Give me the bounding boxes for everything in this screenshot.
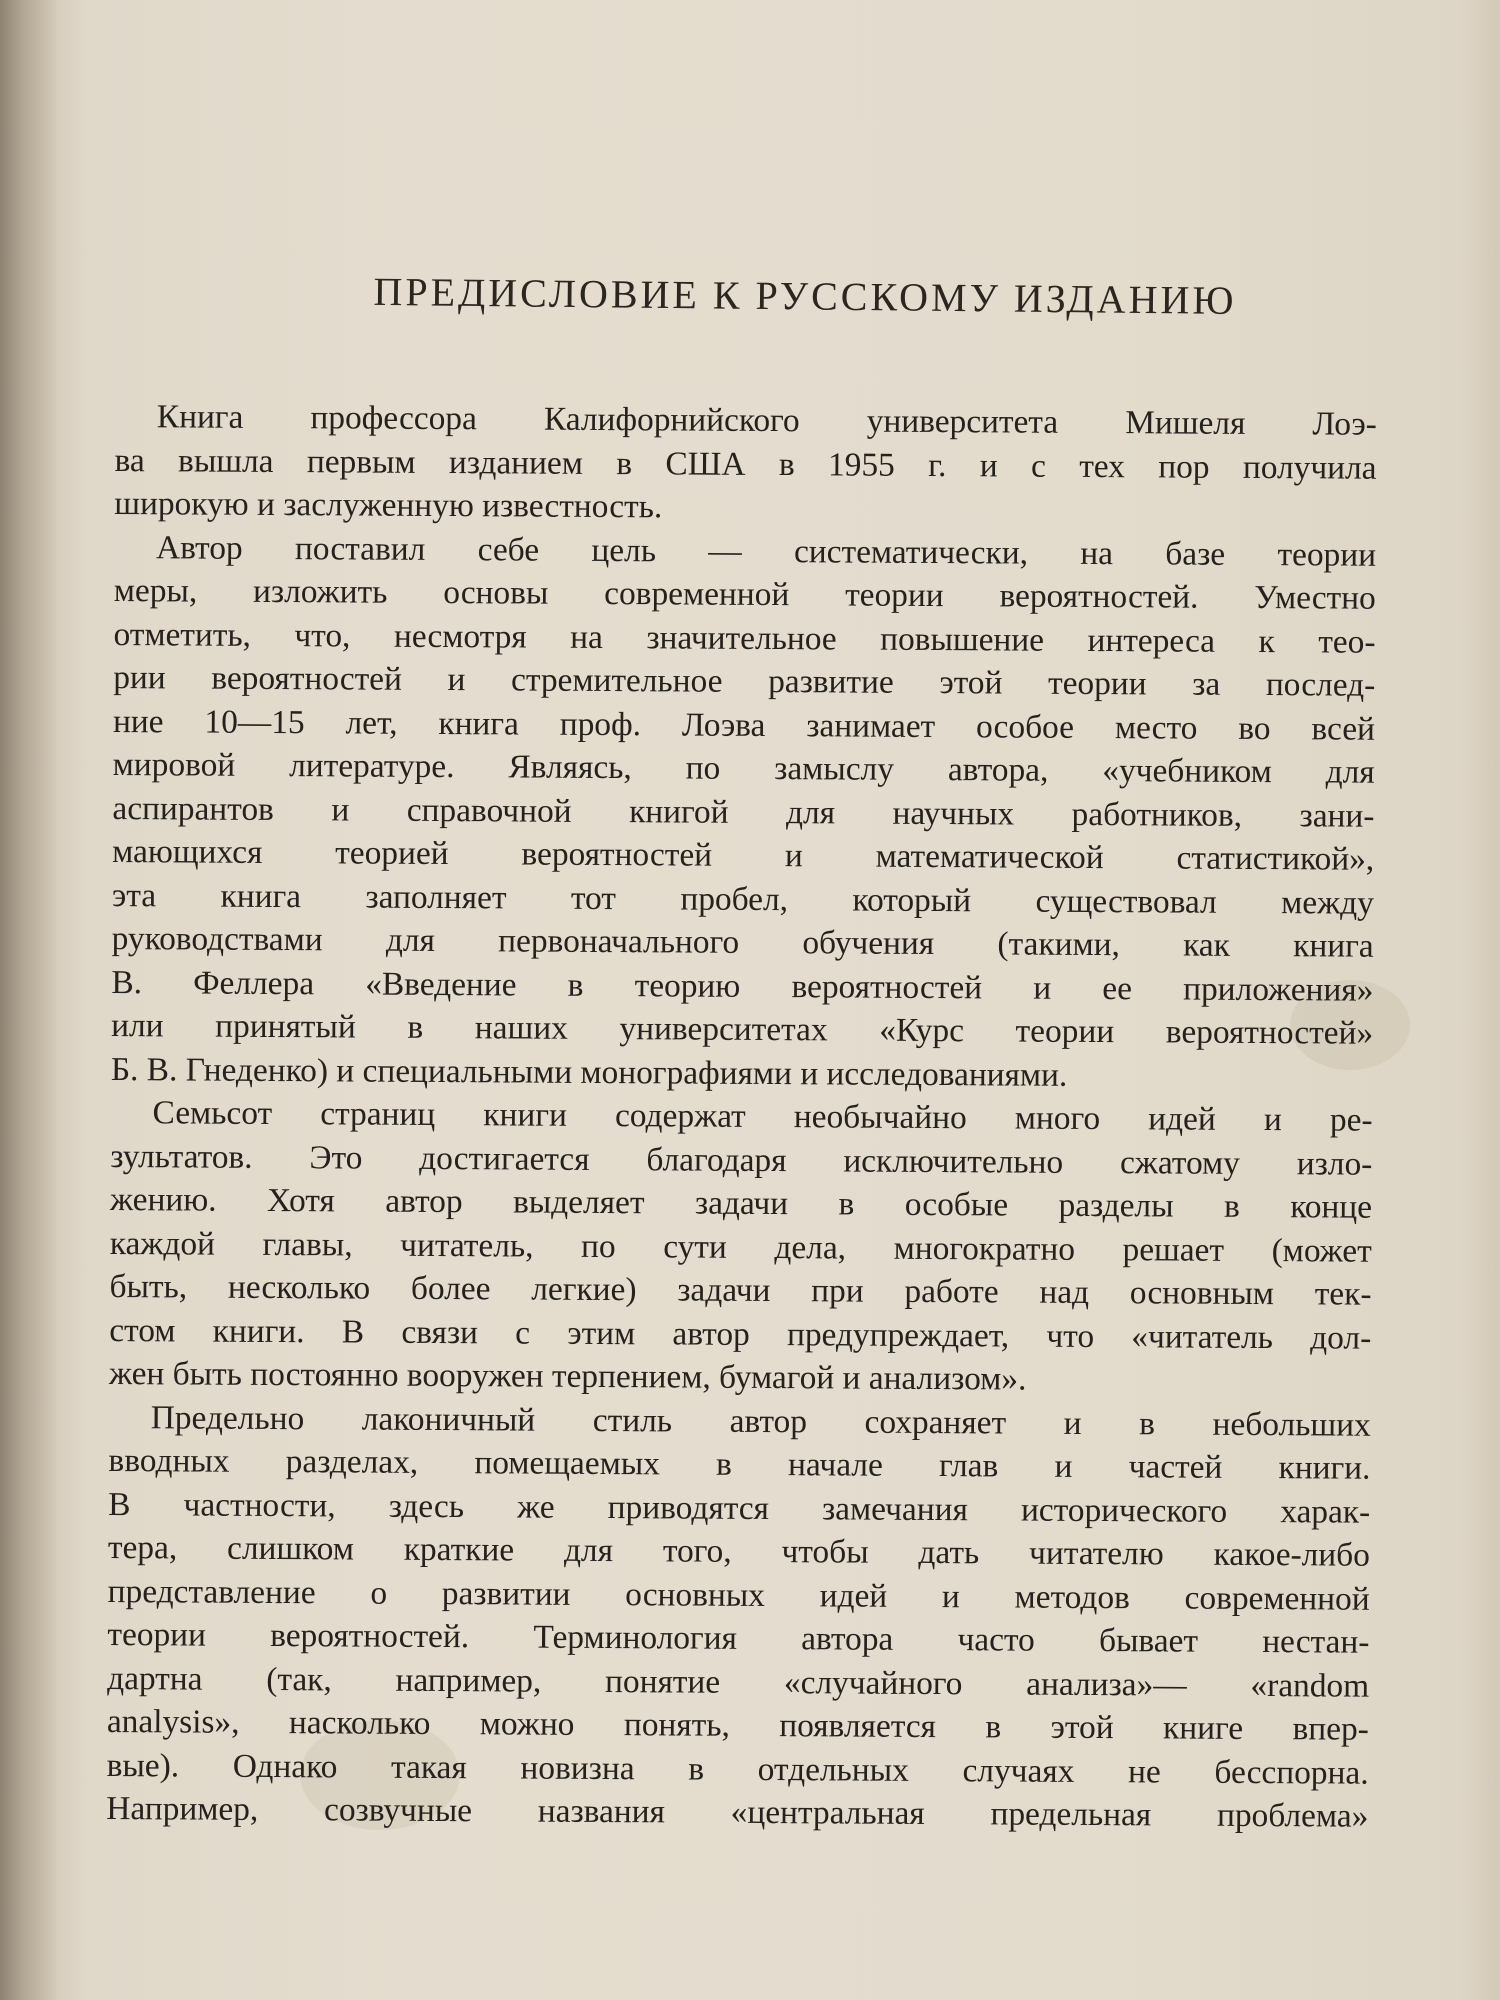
page-title: ПРЕДИСЛОВИЕ К РУССКОМУ ИЗДАНИЮ <box>373 268 1237 323</box>
text-line: вводных разделах, помещаемых в начале глав и частей книги. <box>108 1441 1371 1487</box>
book-gutter <box>0 0 58 2000</box>
text-line: или принятый в наших университетах «Курс теории вероятностей» <box>111 1006 1374 1052</box>
text-line: стом книги. В связи с этим автор предупреждает, что «читатель дол- <box>109 1311 1372 1357</box>
body-text <box>106 395 1377 1838</box>
text-line: широкую и заслуженную известность. <box>114 484 663 526</box>
text-line: жению. Хотя автор выделяет задачи в особые разделы в конце <box>109 1180 1373 1226</box>
text-line: Автор поставил себе цель — систематически, на базе теории <box>155 528 1377 574</box>
text-line: В. Феллера «Введение в теорию вероятностей и ее приложения» <box>111 963 1374 1009</box>
text-line: ва вышла первым изданием в США в 1955 г. и с тех пор получила <box>114 441 1377 487</box>
text-line: Семьсот страниц книги содержат необычайно много идей и ре- <box>152 1094 1373 1139</box>
text-line: руководствами для первоначального обучения (такими, как книга <box>111 919 1374 965</box>
text-line: вые). Однако такая новизна в отдельных случаях не бесспорна. <box>106 1746 1369 1792</box>
text-line: Б. В. Гнеденко) и специальными монографиями и исследованиями. <box>110 1050 1068 1094</box>
text-line: представление о развитии основных идей и методов современной <box>107 1572 1370 1618</box>
text-line: analysis», насколько можно понять, появляется в этой книге впер- <box>106 1702 1369 1748</box>
text-line: мающихся теорией вероятностей и математической статистикой», <box>112 832 1375 878</box>
text-line: мировой литературе. Являясь, по замыслу автора, «учебником для <box>112 745 1375 791</box>
text-line: дартна (так, например, понятие «случайного анализа»— «random <box>107 1659 1370 1705</box>
text-line: тера, слишком краткие для того, чтобы дать читателю какое-либо <box>107 1528 1371 1574</box>
text-line: Предельно лаконичный стиль автор сохраняет и в небольших <box>150 1398 1371 1444</box>
text-line: зультатов. Это достигается благодаря исключительно сжатому изло- <box>110 1137 1373 1183</box>
text-line: меры, изложить основы современной теории вероятностей. Уместно <box>113 571 1376 617</box>
text-line: ние 10—15 лет, книга проф. Лоэва занимает особое место во всей <box>112 702 1376 748</box>
text-line: эта книга заполняет тот пробел, который существовал между <box>111 876 1375 922</box>
text-line: теории вероятностей. Терминология автора часто бывает нестан- <box>107 1615 1370 1661</box>
text-line: быть, несколько более легкие) задачи при работе над основным тек- <box>109 1267 1372 1313</box>
text-line: аспирантов и справочной книгой для научных работников, зани- <box>112 789 1375 835</box>
text-line: В частности, здесь же приводятся замечания исторического харак- <box>108 1485 1371 1531</box>
text-line: рии вероятностей и стремительное развитие этой теории за послед- <box>113 658 1376 704</box>
text-line: каждой главы, читатель, по сути дела, многократно решает (может <box>109 1224 1372 1270</box>
text-line: Например, созвучные названия «центральная предельная проблема» <box>106 1789 1369 1835</box>
text-line: Книга профессора Калифорнийского университета Мишеля Лоэ- <box>156 398 1377 443</box>
text-line: отметить, что, несмотря на значительное повышение интереса к тео- <box>113 615 1376 661</box>
text-line: жен быть постоянно вооружен терпением, бумагой и анализом». <box>108 1354 1027 1398</box>
page <box>95 0 1475 2000</box>
